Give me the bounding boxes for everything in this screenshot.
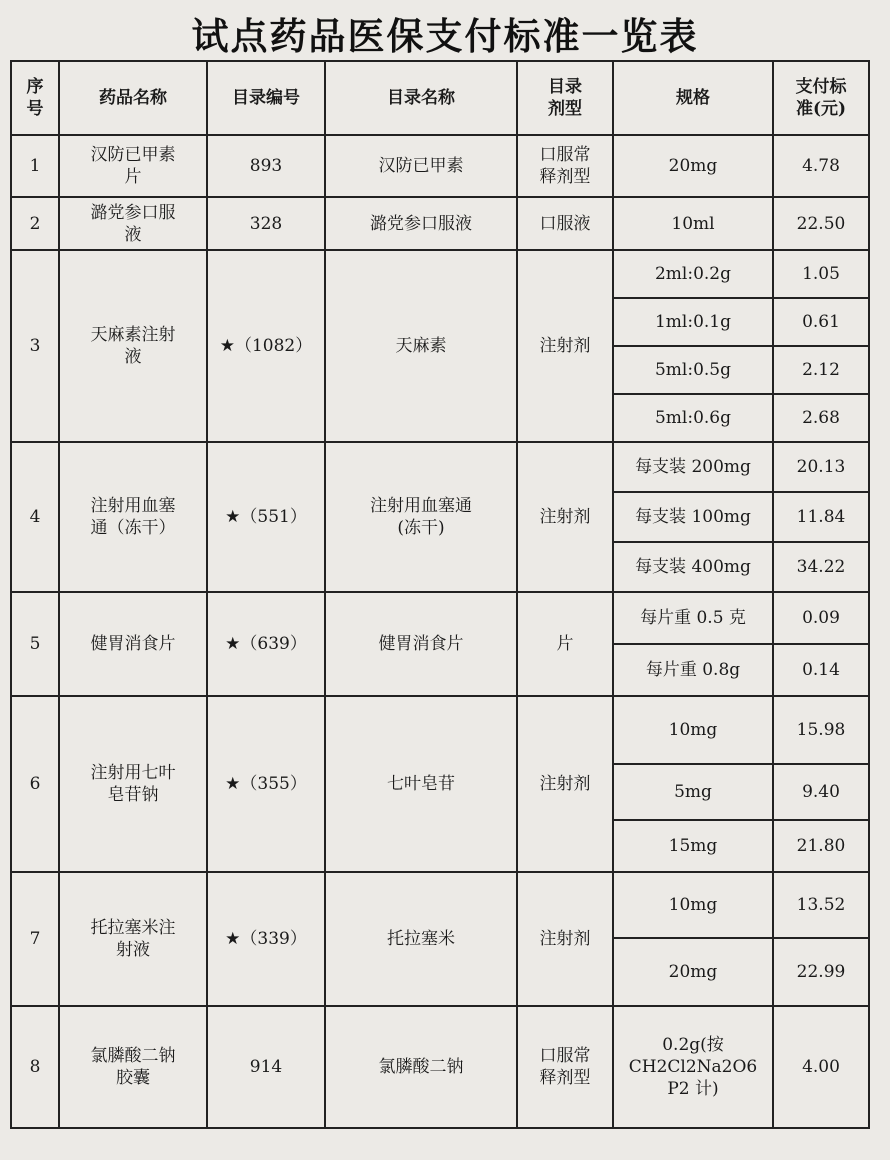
cell-dosage-form: 注射剂 — [517, 872, 613, 1006]
cell-no: 4 — [11, 442, 59, 592]
cell-no: 7 — [11, 872, 59, 1006]
header-cell — [11, 61, 59, 135]
cell-price: 21.80 — [773, 820, 869, 872]
cell-catalog-name: 托拉塞米 — [325, 872, 517, 1006]
cell-catalog-name: 汉防已甲素 — [325, 135, 517, 197]
cell-drug-name: 注射用血塞 通（冻干） — [59, 442, 207, 592]
cell-dosage-form: 注射剂 — [517, 696, 613, 872]
cell-catalog-code: 914 — [207, 1006, 325, 1128]
header-cell — [517, 61, 613, 135]
cell-price: 0.61 — [773, 298, 869, 346]
cell-price: 1.05 — [773, 250, 869, 298]
cell-dosage-form: 注射剂 — [517, 250, 613, 442]
cell-spec: 0.2g(按 CH2Cl2Na2O6 P2 计) — [613, 1006, 773, 1128]
cell-price: 2.68 — [773, 394, 869, 442]
cell-spec: 每片重 0.5 克 — [613, 592, 773, 644]
cell-dosage-form: 片 — [517, 592, 613, 696]
header-cell — [59, 61, 207, 135]
cell-drug-name: 氯膦酸二钠 胶囊 — [59, 1006, 207, 1128]
header-label: 规格 — [676, 88, 710, 108]
cell-catalog-name: 七叶皂苷 — [325, 696, 517, 872]
cell-spec: 10mg — [613, 872, 773, 938]
cell-dosage-form: 口服常 释剂型 — [517, 135, 613, 197]
header-cell — [773, 61, 869, 135]
cell-catalog-code: ★（339） — [207, 872, 325, 1006]
cell-no: 5 — [11, 592, 59, 696]
cell-spec: 15mg — [613, 820, 773, 872]
header-label: 目录名称 — [387, 88, 455, 108]
cell-spec: 20mg — [613, 938, 773, 1006]
cell-catalog-name: 天麻素 — [325, 250, 517, 442]
cell-catalog-code: ★（355） — [207, 696, 325, 872]
cell-drug-name: 汉防已甲素 片 — [59, 135, 207, 197]
table-row — [11, 872, 869, 938]
cell-price: 22.50 — [773, 197, 869, 250]
cell-drug-name: 天麻素注射 液 — [59, 250, 207, 442]
table-row — [11, 442, 869, 492]
cell-spec: 5ml:0.5g — [613, 346, 773, 394]
header-label: 目录编号 — [232, 88, 300, 108]
cell-spec: 2ml:0.2g — [613, 250, 773, 298]
cell-price: 0.14 — [773, 644, 869, 696]
cell-price: 9.40 — [773, 764, 869, 820]
cell-price: 4.78 — [773, 135, 869, 197]
cell-price: 34.22 — [773, 542, 869, 592]
cell-spec: 每支装 100mg — [613, 492, 773, 542]
cell-catalog-code: ★（551） — [207, 442, 325, 592]
table-header-row — [11, 61, 869, 135]
cell-catalog-name: 氯膦酸二钠 — [325, 1006, 517, 1128]
cell-spec: 1ml:0.1g — [613, 298, 773, 346]
header-label: 药品名称 — [99, 88, 167, 108]
cell-catalog-code: ★（1082） — [207, 250, 325, 442]
cell-price: 11.84 — [773, 492, 869, 542]
cell-spec: 每支装 200mg — [613, 442, 773, 492]
table-row — [11, 696, 869, 764]
cell-no: 2 — [11, 197, 59, 250]
cell-price: 0.09 — [773, 592, 869, 644]
cell-catalog-code: ★（639） — [207, 592, 325, 696]
cell-price: 13.52 — [773, 872, 869, 938]
cell-drug-name: 托拉塞米注 射液 — [59, 872, 207, 1006]
cell-no: 3 — [11, 250, 59, 442]
cell-catalog-code: 328 — [207, 197, 325, 250]
header-label: 目录 剂型 — [548, 77, 582, 119]
cell-catalog-name: 健胃消食片 — [325, 592, 517, 696]
cell-catalog-name: 注射用血塞通 (冻干) — [325, 442, 517, 592]
table-row — [11, 135, 869, 197]
cell-drug-name: 注射用七叶 皂苷钠 — [59, 696, 207, 872]
cell-dosage-form: 口服常 释剂型 — [517, 1006, 613, 1128]
cell-spec: 5ml:0.6g — [613, 394, 773, 442]
cell-spec: 10mg — [613, 696, 773, 764]
table-row — [11, 250, 869, 298]
cell-spec: 5mg — [613, 764, 773, 820]
cell-no: 8 — [11, 1006, 59, 1128]
cell-spec: 20mg — [613, 135, 773, 197]
cell-catalog-code: 893 — [207, 135, 325, 197]
cell-dosage-form: 口服液 — [517, 197, 613, 250]
cell-spec: 每支装 400mg — [613, 542, 773, 592]
table-row — [11, 197, 869, 250]
header-label: 序 号 — [26, 77, 44, 119]
header-cell — [613, 61, 773, 135]
header-cell — [207, 61, 325, 135]
cell-price: 2.12 — [773, 346, 869, 394]
header-cell — [325, 61, 517, 135]
cell-drug-name: 健胃消食片 — [59, 592, 207, 696]
cell-no: 6 — [11, 696, 59, 872]
cell-price: 22.99 — [773, 938, 869, 1006]
cell-no: 1 — [11, 135, 59, 197]
cell-spec: 10ml — [613, 197, 773, 250]
cell-catalog-name: 潞党参口服液 — [325, 197, 517, 250]
table-row — [11, 1006, 869, 1128]
cell-price: 4.00 — [773, 1006, 869, 1128]
header-label: 支付标 准(元) — [795, 77, 847, 119]
cell-price: 15.98 — [773, 696, 869, 764]
cell-drug-name: 潞党参口服 液 — [59, 197, 207, 250]
cell-spec: 每片重 0.8g — [613, 644, 773, 696]
drug-payment-table — [10, 60, 870, 1129]
cell-dosage-form: 注射剂 — [517, 442, 613, 592]
cell-price: 20.13 — [773, 442, 869, 492]
page-title: 试点药品医保支付标准一览表 — [191, 14, 699, 58]
table-row — [11, 592, 869, 644]
